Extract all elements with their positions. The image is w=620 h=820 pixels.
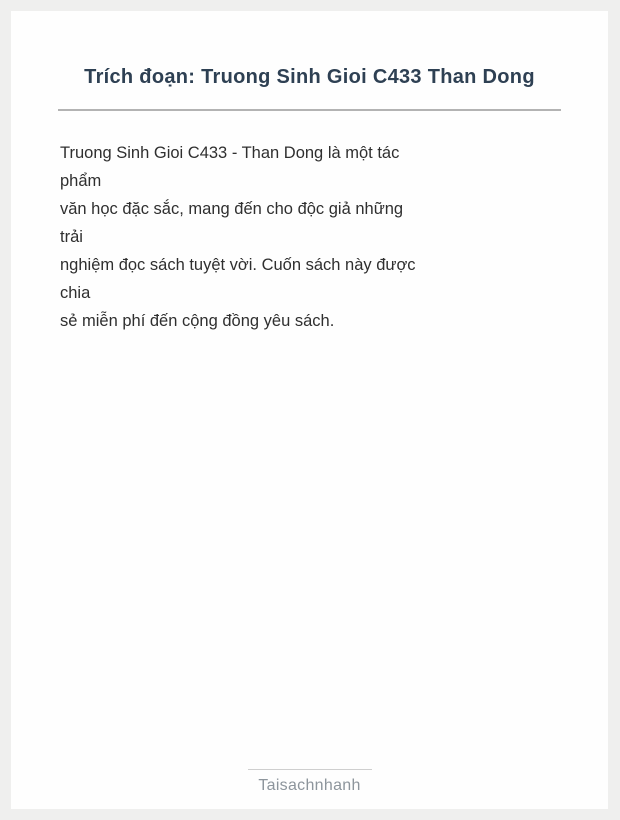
title-divider: [58, 109, 561, 111]
footer-brand-label: Taisachnhanh: [258, 777, 361, 794]
body-line: sẻ miễn phí đến cộng đồng yêu sách.: [60, 312, 335, 330]
body-line: chia: [60, 284, 91, 302]
document-card: [11, 11, 608, 809]
body-line: nghiệm đọc sách tuyệt vời. Cuốn sách này được: [60, 256, 416, 274]
footer: [11, 769, 608, 809]
page-title: Trích đoạn: Truong Sinh Gioi C433 Than Dong: [84, 66, 535, 88]
footer-divider: [248, 769, 372, 770]
body-line: văn học đặc sắc, mang đến cho độc giả những: [60, 200, 404, 218]
document-body: [11, 139, 608, 335]
body-line: phẩm: [60, 172, 102, 190]
body-line: trải: [60, 228, 83, 246]
body-line: Truong Sinh Gioi C433 - Than Dong là một tác: [60, 144, 400, 162]
